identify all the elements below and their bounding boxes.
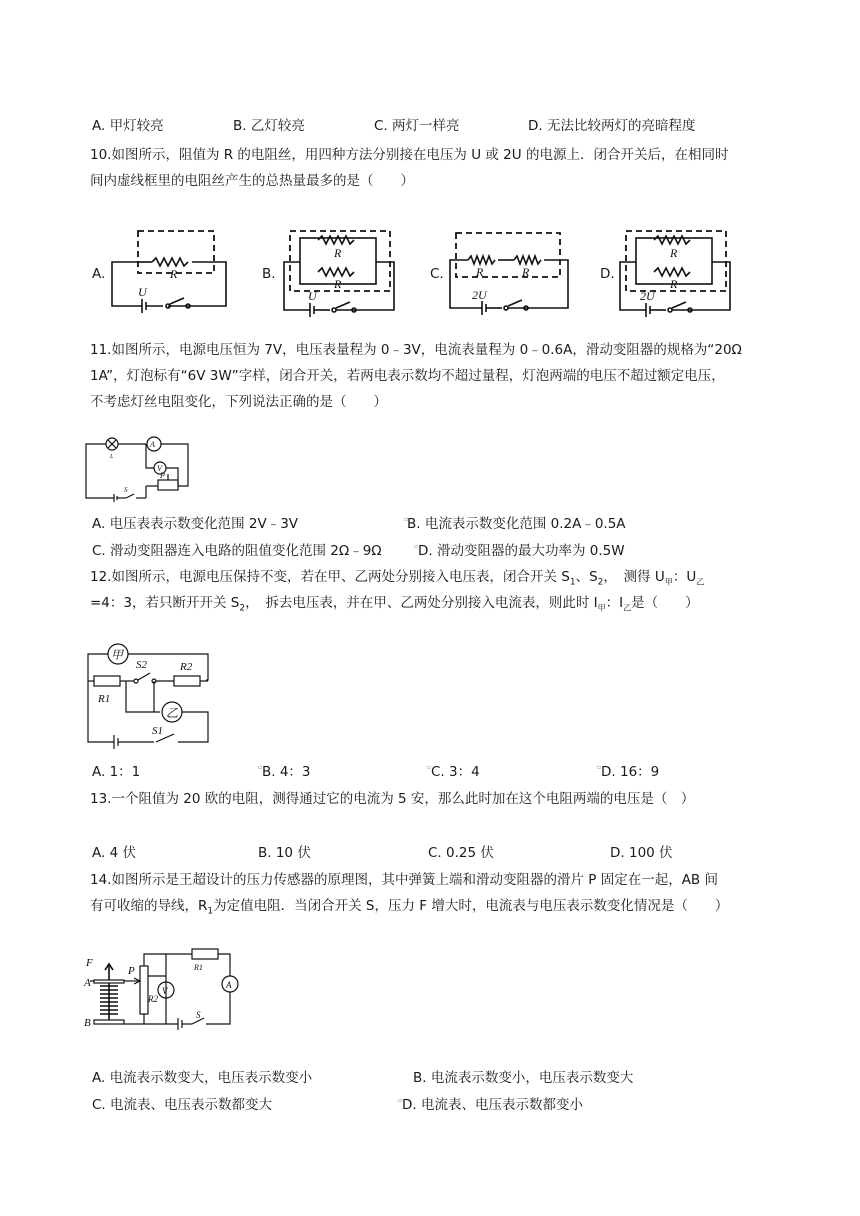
q12-option-c: C. 3：4 <box>431 764 480 780</box>
q14-f-label: F <box>86 957 93 969</box>
q10b-voltage-label: U <box>308 289 317 303</box>
q10-figure-a <box>108 228 233 316</box>
q10-label-b: B. <box>262 266 276 282</box>
q14-option-d: D. 电流表、电压表示数都变小 <box>402 1097 583 1113</box>
q10d-resistor-label-1: R <box>670 246 678 260</box>
q14-r1-label: R1 <box>194 963 203 972</box>
q14-r2-label: R2 <box>148 994 158 1004</box>
q10c-resistor-label-1: R <box>476 265 484 279</box>
q10-figure-d <box>616 228 738 320</box>
q14-voltmeter-label: V <box>162 986 168 996</box>
q12-jia-label: 甲 <box>111 648 124 662</box>
q11-option-d: D. 滑动变阻器的最大功率为 0.5W <box>418 543 625 559</box>
q12-yi-label: 乙 <box>166 706 179 720</box>
q14-line2: 有可收缩的导线，$R_1$为定值电阻．当闭合开关 S，压力 F 增大时，电流表与电压表示数变化情况是（ ） <box>90 898 729 917</box>
q14-b-label: B <box>84 1017 91 1029</box>
q12-s1-label: S1 <box>152 725 163 737</box>
q12-option-b: B. 4：3 <box>262 764 311 780</box>
q14-ammeter-label: A <box>226 980 232 990</box>
q14-p-label: P <box>128 965 135 977</box>
q11-line3: 不考虑灯丝电阻变化，下列说法正确的是（ ） <box>90 394 387 410</box>
q10-label-c: C. <box>430 266 444 282</box>
q11-voltmeter-label: V <box>157 464 162 473</box>
q10-label-d: D. <box>600 266 615 282</box>
q11-option-c: C. 滑动变阻器连入电路的阻值变化范围 2Ω﹣9Ω <box>92 543 382 559</box>
q11-line1: 11.如图所示，电源电压恒为 7V，电压表量程为 0﹣3V，电流表量程为 0﹣0.6A，滑动变阻器的规格为“20Ω <box>90 342 742 358</box>
q9-option-c: C. 两灯一样亮 <box>374 118 460 134</box>
q12-line1: 12.如图所示，电源电压保持不变，若在甲、乙两处分别接入电压表，闭合开关 $S_1$、$S_2$， 测得 $U_甲$：$U_乙$ <box>90 569 705 588</box>
q9-option-a: A. 甲灯较亮 <box>92 118 164 134</box>
q11-slider-label: P <box>160 471 165 480</box>
q10c-resistor-label-2: R <box>522 265 530 279</box>
q13-text: 13.一个阻值为 20 欧的电阻，测得通过它的电流为 5 安，那么此时加在这个电阻两端的电压是（ ） <box>90 791 695 807</box>
q11-switch-label: S <box>124 486 128 494</box>
q10a-resistor-label: R <box>170 267 178 281</box>
q11-circuit-figure <box>82 434 194 504</box>
q10d-resistor-label-2: R <box>670 277 678 291</box>
q12-circuit-figure <box>84 640 216 748</box>
q10-label-a: A. <box>92 266 106 282</box>
q13-option-a: A. 4 伏 <box>92 845 136 861</box>
q10d-voltage-label: 2U <box>640 289 655 303</box>
q11-line2: 1A”，灯泡标有“6V 3W”字样，闭合开关，若两电表示数均不超过量程，灯泡两端的电压不超过额定电压， <box>90 368 725 384</box>
q14-option-a: A. 电流表示数变大，电压表示数变小 <box>92 1070 313 1086</box>
q10b-resistor-label-1: R <box>334 246 342 260</box>
q14-switch-label: S <box>196 1010 201 1020</box>
q13-option-d: D. 100 伏 <box>610 845 673 861</box>
q11-option-b: B. 电流表示数变化范围 0.2A﹣0.5A <box>407 516 626 532</box>
q10b-resistor-label-2: R <box>334 277 342 291</box>
q10a-voltage-label: U <box>138 285 147 299</box>
q10-figure-b <box>280 228 400 320</box>
q10-figure-c <box>446 228 574 320</box>
q14-option-c: C. 电流表、电压表示数都变大 <box>92 1097 273 1113</box>
q12-option-a: A. 1：1 <box>92 764 141 780</box>
q9-option-d: D. 无法比较两灯的亮暗程度 <box>528 118 696 134</box>
q11-ammeter-label: A <box>150 440 155 449</box>
q11-lamp-label: L <box>110 454 114 460</box>
q14-sensor-figure <box>82 940 244 1028</box>
q10c-voltage-label: 2U <box>472 288 487 302</box>
q13-option-b: B. 10 伏 <box>258 845 311 861</box>
q13-option-c: C. 0.25 伏 <box>428 845 494 861</box>
q10-line1: 10.如图所示，阻值为 R 的电阻丝，用四种方法分别接在电压为 U 或 2U 的电源上．闭合开关后，在相同时 <box>90 147 729 163</box>
q11-option-a: A. 电压表表示数变化范围 2V﹣3V <box>92 516 299 532</box>
q12-option-d: D. 16：9 <box>601 764 660 780</box>
q12-s2-label: S2 <box>136 659 147 671</box>
q12-r2-label: R2 <box>180 661 193 673</box>
q12-r1-label: R1 <box>98 693 111 705</box>
q9-option-b: B. 乙灯较亮 <box>233 118 305 134</box>
q14-option-b: B. 电流表示数变小，电压表示数变大 <box>413 1070 634 1086</box>
q10-line2: 间内虚线框里的电阻丝产生的总热量最多的是（ ） <box>90 173 414 189</box>
q14-a-label: A <box>84 977 91 989</box>
q14-line1: 14.如图所示是王超设计的压力传感器的原理图，其中弹簧上端和滑动变阻器的滑片 P 固定在一起，AB 间 <box>90 872 718 888</box>
q12-line2: =4：3，若只断开开关 $S_2$， 拆去电压表，并在甲、乙两处分别接入电流表，则此时 $I_甲$：$I_乙$是（ ） <box>90 595 699 614</box>
